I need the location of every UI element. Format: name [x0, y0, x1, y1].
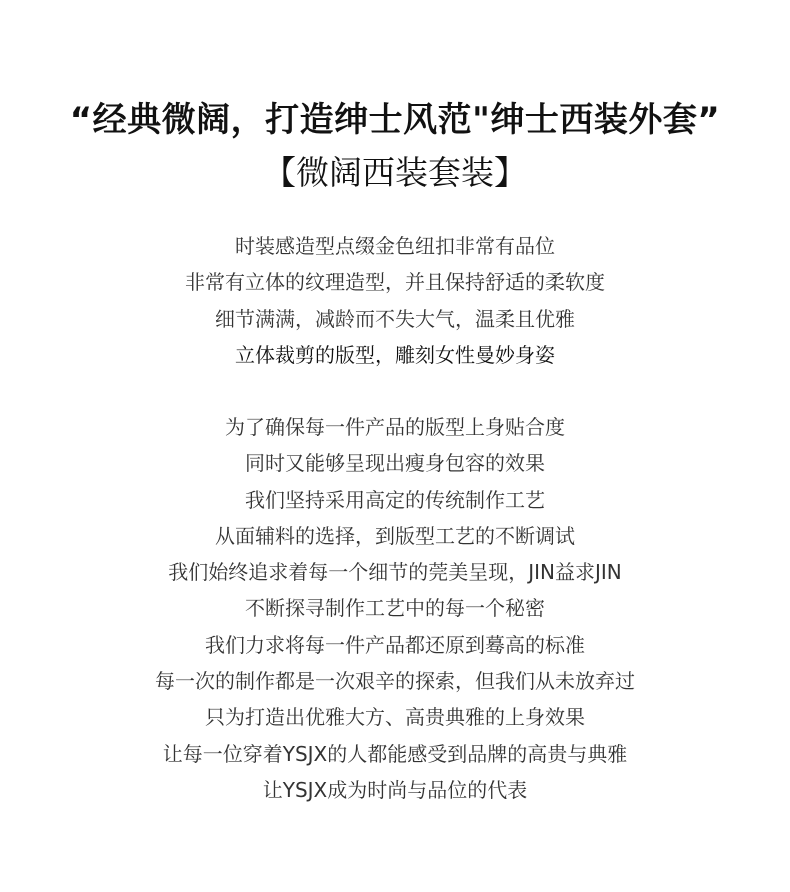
craft-line: 让YSJX成为时尚与品位的代表 — [262, 777, 528, 802]
feature-line: 细节满满，减龄而不失大气，温柔且优雅 — [215, 306, 575, 331]
craft-line: 为了确保每一件产品的版型上身贴合度 — [225, 415, 565, 439]
feature-line: 时装感造型点缀金色纽扣非常有品位 — [235, 234, 555, 258]
craft-line: 我们力求将每一件产品都还原到蓦高的标准 — [205, 632, 585, 657]
craft-line: 只为打造出优雅大方、高贵典雅的上身效果 — [205, 705, 585, 730]
craft-line: 我们坚持采用高定的传统制作工艺 — [245, 487, 545, 512]
craft-line: 我们始终追求着每一个细节的莞美呈现，JIN益求JIN — [168, 560, 622, 585]
craftsmanship-paragraph — [0, 409, 790, 808]
craft-line: 每一次的制作都是一次艰辛的探索，但我们从未放弃过 — [155, 669, 635, 694]
feature-line: 非常有立体的纹理造型，并且保持舒适的柔软度 — [185, 270, 605, 295]
craft-line: 让每一位穿着YSJX的人都能感受到品牌的高贵与典雅 — [162, 741, 628, 766]
page-subtitle: 【微阔西装套装】 — [263, 153, 527, 192]
craft-line: 同时又能够呈现出瘦身包容的效果 — [245, 451, 545, 476]
page-title: “经典微阔，打造绅士风范"绅士西装外套” — [69, 100, 721, 140]
craft-line: 从面辅料的选择，到版型工艺的不断调试 — [215, 523, 575, 548]
feature-line: 立体裁剪的版型，雕刻女性曼妙身姿 — [235, 342, 555, 367]
craft-line: 不断探寻制作工艺中的每一个秘密 — [245, 596, 545, 621]
feature-paragraph — [0, 228, 790, 373]
